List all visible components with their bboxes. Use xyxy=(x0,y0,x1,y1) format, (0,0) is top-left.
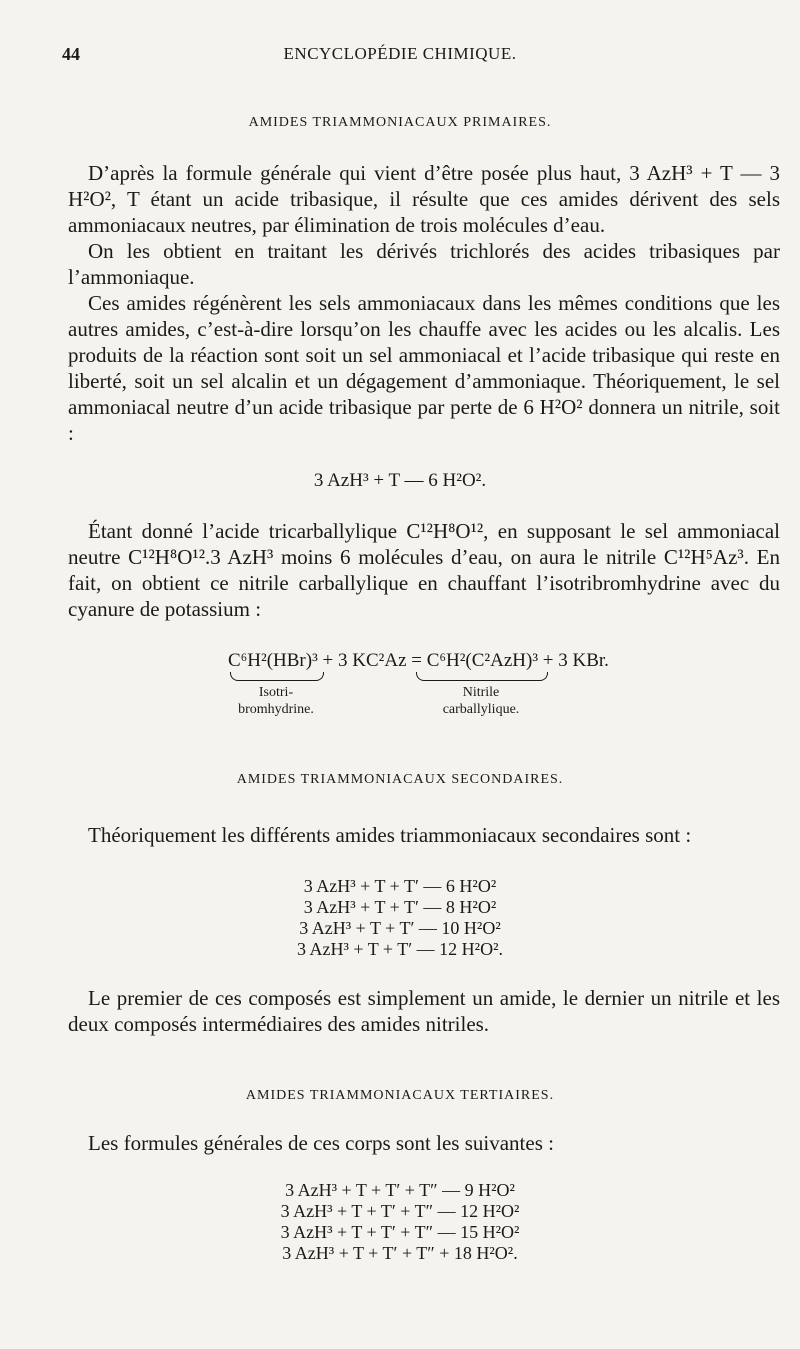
page-number: 44 xyxy=(62,44,80,64)
brace-left xyxy=(230,672,324,681)
equation-line: 3 AzH³ + T + T′ + T″ + 18 H²O². xyxy=(282,1243,518,1263)
equation-line: 3 AzH³ + T + T′ — 6 H²O² xyxy=(303,876,497,896)
equation-line: 3 AzH³ + T + T′ — 12 H²O². xyxy=(297,939,503,959)
paragraph-secondaires: Théoriquement les différents amides triammoniacaux secondaires sont : xyxy=(88,823,692,847)
paragraph-intro: D’après la formule générale qui vient d’être posée plus haut, 3 AzH³ + T — 3 H²O², T étant un acide tribasique, il résulte que ces amides dérivent des sels ammoniacaux neutres, par élimination de trois molécules d’eau. xyxy=(68,161,780,237)
paragraph-regeneration: Ces amides régénèrent les sels ammoniacaux dans les mêmes conditions que les autres amides, c’est-à-dire lorsqu’on les chauffe avec les acides ou les alcalis. Les produits de la réaction sont soit un sel ammoniacal et l’acide tribasique qui reste en liberté, soit un sel alcalin et un dégagement d’ammoniaque. Théoriquement, le sel ammoniacal neutre d’un acide tribasique par perte de 6 H²O² donnera un nitrile, soit : xyxy=(68,291,780,445)
paragraph-conclusion: Le premier de ces composés est simplement un amide, le dernier un nitrile et les deux composés intermédiaires des amides nitriles. xyxy=(68,986,780,1036)
equations-secondaires xyxy=(0,876,800,960)
section-title-tertiaires: AMIDES TRIAMMONIACAUX TERTIAIRES. xyxy=(245,1088,555,1103)
equation-line: 3 AzH³ + T + T′ — 8 H²O² xyxy=(303,897,497,917)
equation-line: 3 AzH³ + T + T′ + T″ — 12 H²O² xyxy=(280,1201,520,1221)
label-isotribromhydrine: Isotri- bromhydrine. xyxy=(238,685,314,717)
equations-tertiaires xyxy=(0,1180,800,1264)
running-title: ENCYCLOPÉDIE CHIMIQUE. xyxy=(283,44,517,63)
paragraph-obtention: On les obtient en traitant les dérivés trichlorés des acides tribasiques par l’ammoniaque. xyxy=(68,239,780,289)
equation-line: 3 AzH³ + T + T′ + T″ — 15 H²O² xyxy=(280,1222,520,1242)
paragraph-tertiaires: Les formules générales de ces corps sont les suivantes : xyxy=(88,1131,554,1155)
section-title-primaires: AMIDES TRIAMMONIACAUX PRIMAIRES. xyxy=(248,115,552,130)
label-nitrile-carballylique: Nitrile carballylique. xyxy=(442,685,520,717)
brace-right xyxy=(416,672,548,681)
section-title-secondaires: AMIDES TRIAMMONIACAUX SECONDAIRES. xyxy=(236,772,564,787)
reaction-equation: C⁶H²(HBr)³ + 3 KC²Az = C⁶H²(C²AzH)³ + 3 KBr. xyxy=(228,650,609,671)
equation-nitrile: 3 AzH³ + T — 6 H²O². xyxy=(313,470,487,491)
paragraph-tricarballylique: Étant donné l’acide tricarballylique C¹²H⁸O¹², en supposant le sel ammoniacal neutre C¹²H⁸O¹².3 AzH³ moins 6 molécules d’eau, on aura le nitrile C¹²H⁵Az³. En fait, on obtient ce nitrile carballylique en chauffant l’isotribromhydrine avec du cyanure de potassium : xyxy=(68,519,780,621)
equation-line: 3 AzH³ + T + T′ — 10 H²O² xyxy=(299,918,501,938)
equation-line: 3 AzH³ + T + T′ + T″ — 9 H²O² xyxy=(285,1180,515,1200)
